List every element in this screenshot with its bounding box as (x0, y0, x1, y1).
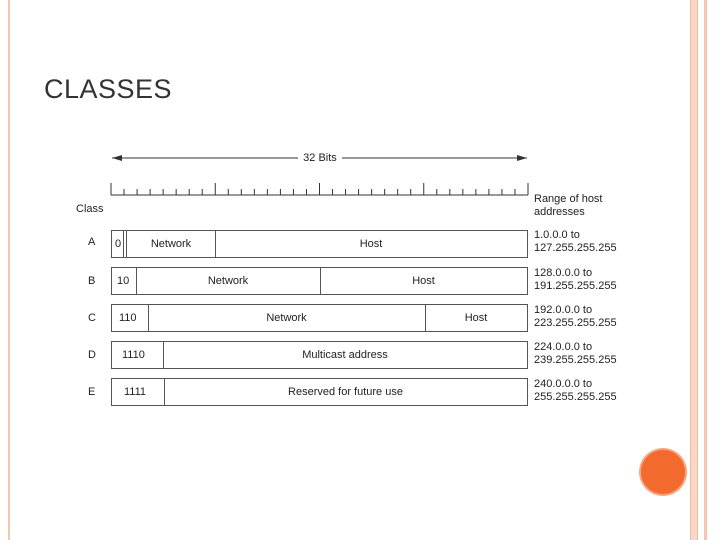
class-letter: B (88, 275, 96, 287)
network-field: Network (150, 238, 192, 250)
prefix-bits: 1110 (122, 349, 145, 361)
address-range: 240.0.0.0 to 255.255.255.255 (534, 378, 617, 403)
address-range: 128.0.0.0 to 191.255.255.255 (534, 267, 617, 292)
class-letter: A (88, 236, 96, 248)
width-arrow-right-head (517, 155, 527, 161)
class-e-bit-field (111, 378, 528, 406)
class-letter: D (88, 349, 96, 361)
left-frame-line (8, 0, 10, 540)
right-frame-band (690, 0, 698, 540)
range-column-header: Range of host addresses (534, 193, 603, 218)
prefix-bits: 0 (115, 238, 122, 250)
ip-address-classes-diagram (70, 145, 640, 415)
prefix-bits: 1111 (124, 386, 147, 398)
host-field: Host (359, 238, 383, 250)
decorative-orange-circle (641, 450, 685, 494)
divider (123, 231, 124, 257)
class-b-bit-field (111, 267, 528, 295)
address-range: 192.0.0.0 to 223.255.255.255 (534, 304, 617, 329)
multicast-field: Multicast address (302, 349, 388, 361)
class-c-bit-field (111, 304, 528, 332)
class-column-header: Class (76, 203, 104, 215)
host-field: Host (412, 275, 435, 287)
width-label: 32 Bits (303, 152, 337, 164)
class-d-bit-field (111, 341, 528, 369)
bit-ruler (111, 183, 528, 195)
class-a-bit-field (111, 230, 528, 258)
prefix-bits: 10 (117, 275, 130, 287)
address-range: 1.0.0.0 to 127.255.255.255 (534, 229, 617, 254)
width-arrow-left-head (112, 155, 122, 161)
slide-title: CLASSES (44, 74, 173, 104)
address-range: 224.0.0.0 to 239.255.255.255 (534, 341, 617, 366)
host-field: Host (464, 312, 488, 324)
network-field: Network (207, 275, 249, 287)
right-frame-line (704, 0, 707, 540)
prefix-bits: 110 (119, 312, 137, 324)
class-letter: C (88, 312, 96, 324)
network-field: Network (266, 312, 307, 324)
class-letter: E (88, 386, 96, 398)
reserved-field: Reserved for future use (288, 386, 403, 398)
